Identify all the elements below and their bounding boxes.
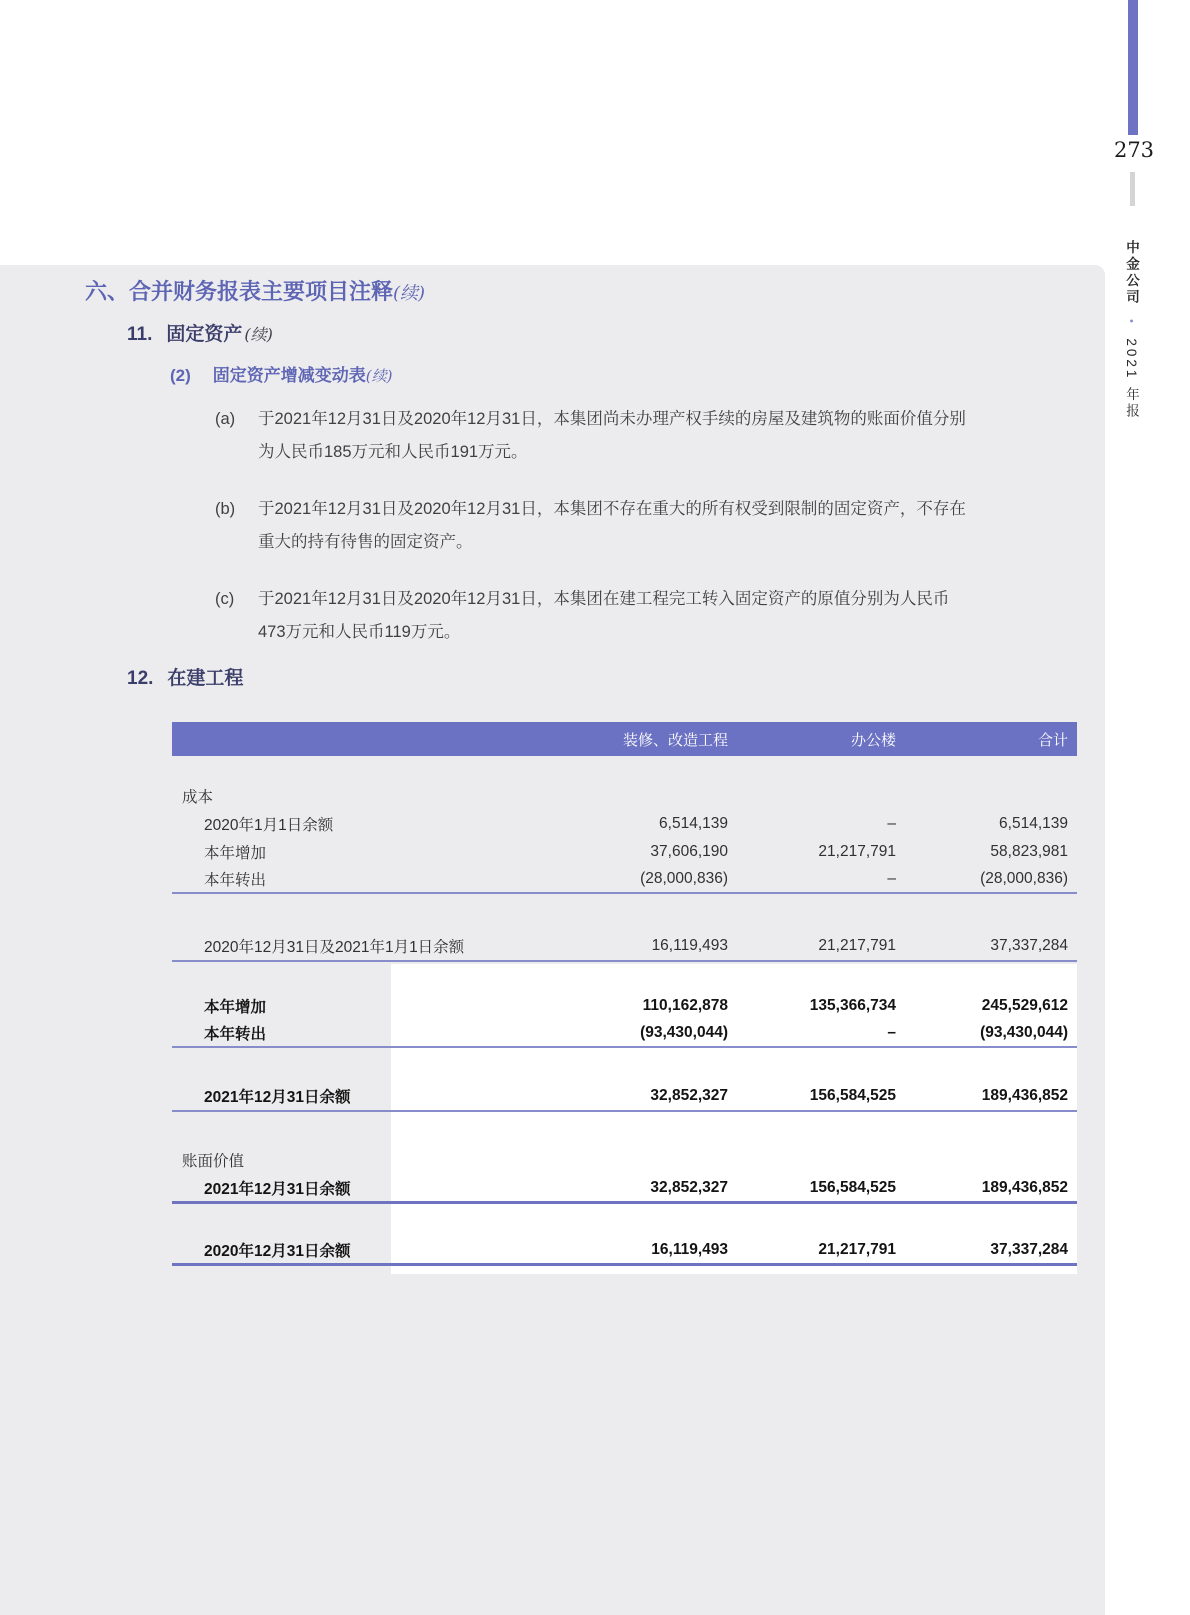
column-header-total: 合计: [1037, 731, 1068, 749]
table-row: [172, 866, 1077, 894]
table-row: [172, 1020, 1077, 1048]
row-value: 21,217,791: [818, 843, 896, 860]
row-value: (93,430,044): [640, 1024, 728, 1041]
side-caption: [1121, 240, 1141, 540]
subsection-11-number: 11.: [127, 324, 153, 345]
row-label: 本年转出: [204, 1026, 267, 1043]
table-row-gap: [172, 756, 1077, 782]
construction-in-progress-table: [172, 722, 1077, 1266]
page-number: 273: [1113, 138, 1155, 162]
note-c: [215, 583, 949, 649]
row-value: 16,119,493: [651, 1240, 728, 1258]
page-number-tick: [1130, 172, 1135, 206]
row-label: 2020年12月31日余额: [204, 1242, 351, 1260]
row-value: 58,823,981: [990, 843, 1068, 860]
table-row-gap: [172, 962, 1077, 992]
content-panel: [0, 265, 1105, 1615]
row-value: (28,000,836): [640, 870, 728, 887]
table-row: [172, 1236, 1077, 1266]
note-a-line2: 为人民币185万元和人民币191万元。: [258, 443, 528, 461]
table-row: [172, 1146, 1077, 1174]
note-c-line1: 于2021年12月31日及2020年12月31日，本集团在建工程完工转入固定资产的原值分别为人民币: [258, 590, 950, 608]
note-c-label: (c): [215, 590, 235, 608]
note-a-label: (a): [215, 410, 236, 428]
row-value: 189,436,852: [981, 1087, 1068, 1104]
row-value: 21,217,791: [818, 1240, 896, 1258]
note-a: [215, 403, 966, 469]
row-value: 32,852,327: [650, 1087, 728, 1104]
row-label: 本年增加: [204, 999, 267, 1016]
row-value: 156,584,525: [809, 1087, 896, 1104]
subsection-11-title: 固定资产: [166, 324, 243, 345]
row-value: –: [887, 815, 896, 832]
side-caption-company: 中金公司: [1124, 240, 1139, 306]
note-b-line1: 于2021年12月31日及2020年12月31日，本集团不存在重大的所有权受到限制的固定资产，不存在: [258, 500, 966, 518]
row-label: 本年增加: [204, 845, 267, 862]
note-b-label: (b): [215, 500, 236, 518]
section-heading-text: 六、合并财务报表主要项目注释: [85, 279, 394, 304]
row-value: 21,217,791: [818, 937, 896, 954]
subsection-12-number: 12.: [127, 668, 154, 689]
row-value: 245,529,612: [981, 997, 1068, 1014]
page-edge-bar: [1128, 0, 1138, 135]
table-row: [172, 810, 1077, 838]
row-value: 37,337,284: [990, 937, 1068, 954]
row-value: (93,430,044): [980, 1024, 1068, 1041]
subsection-2-title: 固定资产增减变动表: [212, 366, 366, 385]
table-row: [172, 782, 1077, 810]
note-a-text: [258, 403, 966, 469]
column-header-office-building: 办公楼: [850, 731, 896, 749]
section-heading-continued: (续): [393, 283, 426, 304]
table-row-gap: [172, 1204, 1077, 1236]
note-c-text: [258, 583, 949, 649]
row-value: 37,337,284: [990, 1240, 1068, 1258]
table-row: [172, 932, 1077, 962]
row-value: 156,584,525: [809, 1178, 896, 1196]
subsection-12-title: 在建工程: [167, 668, 244, 689]
note-b-line2: 重大的持有待售的固定资产。: [258, 533, 473, 551]
section-heading: [85, 275, 425, 306]
subsection-11-continued: (续): [244, 325, 273, 344]
side-caption-separator-dot: •: [1125, 318, 1137, 326]
row-label: 本年转出: [204, 872, 267, 889]
row-value: 110,162,878: [642, 997, 728, 1014]
subsection-11-heading: [127, 319, 273, 346]
row-value: (28,000,836): [980, 870, 1068, 887]
row-value: 135,366,734: [809, 997, 896, 1014]
table-row-gap: [172, 1112, 1077, 1146]
row-value: 37,606,190: [650, 843, 728, 860]
row-value: 32,852,327: [650, 1178, 728, 1196]
table-row: [172, 992, 1077, 1020]
table-row: [172, 838, 1077, 866]
table-row-gap: [172, 1048, 1077, 1082]
row-label: 2021年12月31日余额: [204, 1180, 351, 1198]
cip-table-body: [172, 756, 1077, 1266]
table-row-gap: [172, 894, 1077, 932]
row-label: 2020年12月31日及2021年1月1日余额: [204, 939, 465, 956]
subsection-2-continued: (续): [365, 367, 393, 385]
subsection-12-heading: [127, 663, 243, 690]
subsection-2-heading: [170, 361, 393, 386]
table-row: [172, 1174, 1077, 1204]
row-label: 账面价值: [182, 1153, 245, 1170]
table-header-row: [172, 722, 1077, 756]
row-label: 2021年12月31日余额: [204, 1089, 351, 1106]
side-caption-year: 2021 年报: [1124, 338, 1139, 421]
row-value: 6,514,139: [999, 815, 1068, 832]
column-header-renovation: 装修、改造工程: [622, 731, 728, 749]
row-value: 16,119,493: [651, 937, 728, 954]
row-value: 6,514,139: [659, 815, 728, 832]
row-label: 成本: [182, 789, 214, 806]
row-value: –: [887, 870, 896, 887]
note-b: [215, 493, 966, 559]
row-label: 2020年1月1日余额: [204, 817, 334, 834]
note-a-line1: 于2021年12月31日及2020年12月31日，本集团尚未办理产权手续的房屋及建筑物的账面价值分别: [258, 410, 966, 428]
note-b-text: [258, 493, 966, 559]
row-value: –: [887, 1024, 896, 1041]
note-c-line2: 473万元和人民币119万元。: [258, 623, 461, 641]
table-row: [172, 1082, 1077, 1112]
subsection-2-number: (2): [170, 366, 191, 385]
row-value: 189,436,852: [981, 1178, 1068, 1196]
